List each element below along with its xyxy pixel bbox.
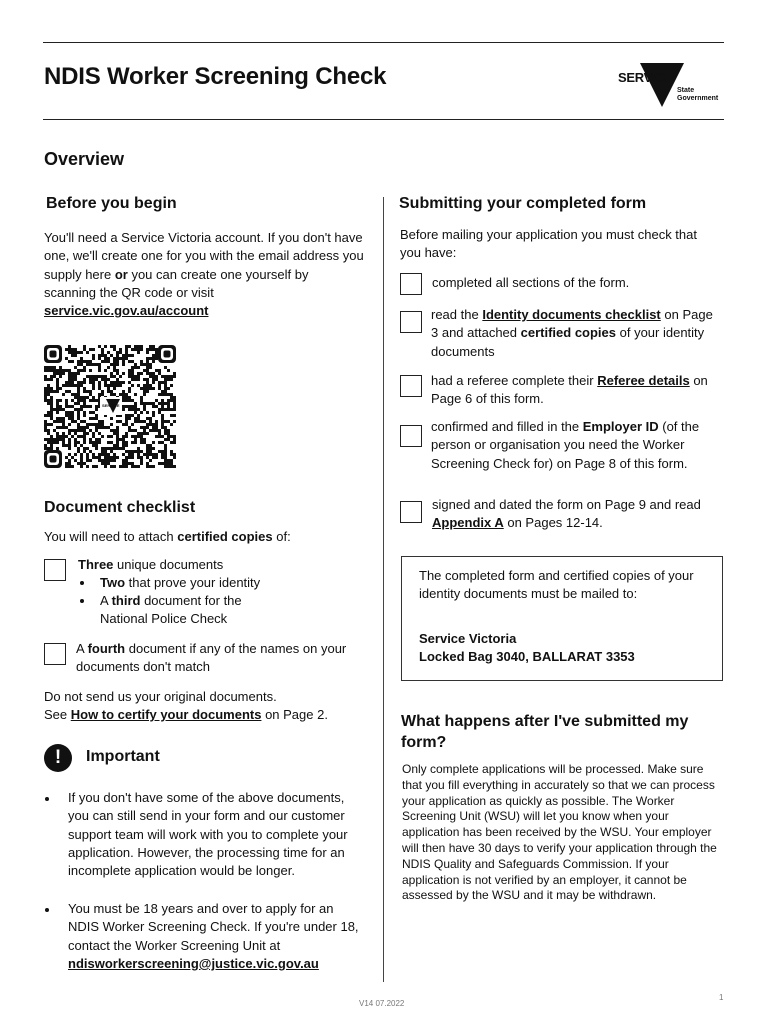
column-divider — [383, 197, 384, 982]
bullet — [45, 797, 49, 801]
checklist-item-three: Three unique documents — [78, 557, 224, 572]
qr-finder-bottom-left — [44, 450, 62, 468]
overview-heading: Overview — [44, 149, 125, 169]
top-rule — [43, 42, 724, 43]
qr-code[interactable] — [44, 345, 176, 468]
submitting-heading: Submitting your completed form — [399, 195, 647, 212]
checklist-item-fourth: A fourth document if any of the names on your documents don't match — [76, 641, 347, 675]
mailing-instructions: The completed form and certified copies of your identity documents must be mailed to: — [419, 568, 694, 602]
checkbox-three-documents[interactable] — [44, 559, 66, 581]
submit-item-1: completed all sections of the form. — [432, 275, 630, 290]
checkbox-completed-sections[interactable] — [400, 273, 422, 295]
certify-documents-link[interactable]: How to certify your documents — [70, 707, 262, 723]
bullet — [80, 581, 84, 585]
mailing-address-box — [401, 556, 723, 681]
after-heading: What happens after I've submitted my form? — [401, 713, 689, 751]
referee-details-link[interactable]: Referee details — [597, 373, 690, 388]
submit-item-4: confirmed and filled in the Employer ID (of the person or organisation you need the Worker Screening Check for) on Page 8 of this form. — [431, 419, 700, 471]
bullet — [80, 599, 84, 603]
screening-email-link[interactable]: ndisworkerscreening@justice.vic.gov.au — [68, 955, 319, 971]
appendix-a-link[interactable]: Appendix A — [432, 515, 504, 531]
page-number: 1 — [719, 993, 724, 1002]
submit-item-3: had a referee complete their Referee details on Page 6 of this form. — [431, 373, 708, 407]
checkbox-signed-dated[interactable] — [400, 501, 422, 523]
before-you-begin-text: You'll need a Service Victoria account. If you don't have one, we'll create one for you with the email address you supply here or you can create one yourself by scanning the QR code or visit service.vic.gov.au/account — [44, 230, 364, 319]
important-bullet-2: You must be 18 years and over to apply for an NDIS Worker Screening Check. If you're under 18, contact the Worker Screening Unit at ndisworkerscreening@justice.vic.gov.au — [68, 901, 359, 971]
exclamation-icon: ! — [44, 744, 72, 772]
bullet — [45, 908, 49, 912]
logo-state-government: State Government — [677, 87, 719, 102]
checkbox-fourth-document[interactable] — [44, 643, 66, 665]
submit-item-5: signed and dated the form on Page 9 and read Appendix A on Pages 12-14. — [432, 497, 701, 531]
service-victoria-logo — [618, 63, 728, 109]
checkbox-employer-id[interactable] — [400, 425, 422, 447]
service-account-link[interactable]: service.vic.gov.au/account — [44, 303, 209, 319]
important-bullet-1: If you don't have some of the above documents, you can still send in your form and our customer support team will work with you to complete your application. However, the processing time for an incomplete application would be longer. — [68, 790, 348, 879]
checkbox-identity-checklist[interactable] — [400, 311, 422, 333]
qr-finder-top-left — [44, 345, 62, 363]
checklist-sub-third: A third document for the National Police Check — [100, 593, 242, 627]
header-rule — [43, 119, 724, 120]
identity-checklist-link[interactable]: Identity documents checklist — [482, 307, 661, 322]
page-title: NDIS Worker Screening Check — [44, 63, 387, 90]
before-you-begin-heading: Before you begin — [46, 195, 177, 212]
checklist-intro: You will need to attach certified copies of: — [44, 529, 291, 544]
qr-finder-top-right — [158, 345, 176, 363]
qr-logo-text: SERVICE — [102, 403, 120, 408]
logo-service-text: SERVICE — [618, 70, 673, 85]
checkbox-referee[interactable] — [400, 375, 422, 397]
checklist-note: Do not send us your original documents. See How to certify your documents on Page 2. — [44, 689, 328, 723]
mailing-address: Service Victoria Locked Bag 3040, BALLARAT 3353 — [419, 631, 635, 665]
after-text: Only complete applications will be processed. Make sure that you fill everything in accurately so that we can process your application as quickly as possible. The Worker Screening Unit (WSU) will let you know when your application has been received by the WSU. Your employer will then have 30 days to verify your application through the NDIS Quality and Safeguards Commission. If your application is not verified by an employer, it cannot be assessed by the WSU and it may be withdrawn. — [402, 762, 717, 903]
submitting-intro: Before mailing your application you must check that you have: — [400, 227, 697, 261]
version-label: V14 07.2022 — [359, 999, 405, 1008]
checklist-sub-two: Two that prove your identity — [100, 575, 261, 590]
submit-item-2: read the Identity documents checklist on Page 3 and attached certified copies of your identity documents — [431, 307, 713, 359]
important-heading: Important — [86, 748, 160, 765]
document-checklist-heading: Document checklist — [44, 499, 196, 516]
